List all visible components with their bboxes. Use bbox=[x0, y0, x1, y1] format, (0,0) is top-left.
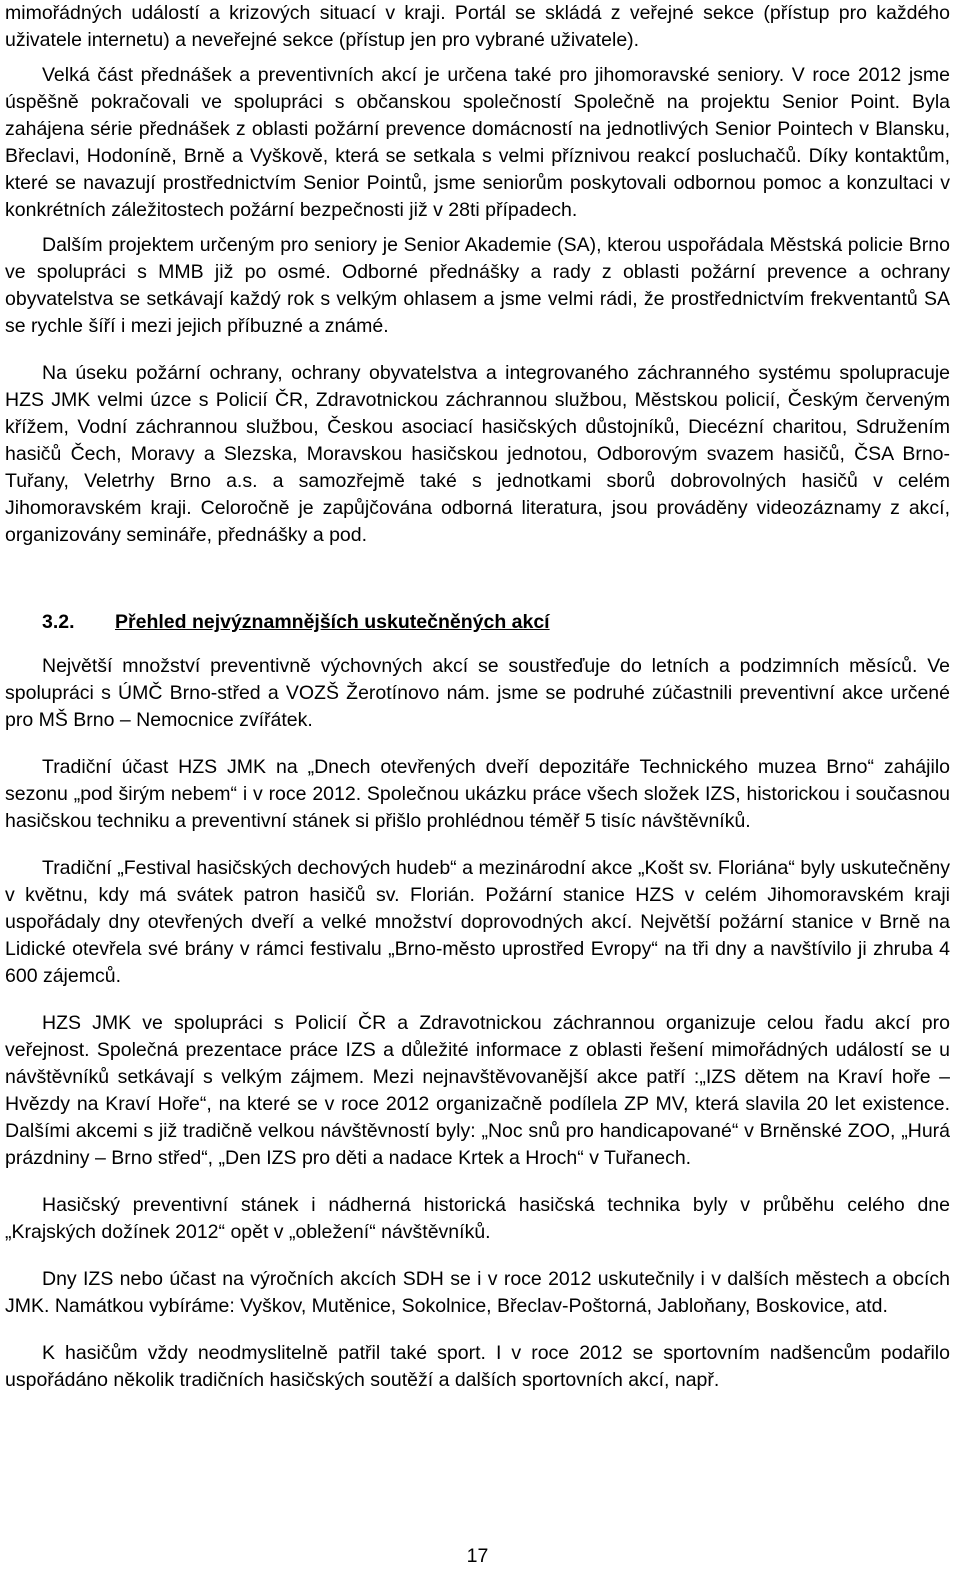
paragraph-cooperation: Na úseku požární ochrany, ochrany obyvatelstva a integrovaného záchranného systému spolupracuje HZS JMK velmi úzce s Policií ČR, Zdravotnickou záchrannou službou, Městskou policií, Českým červeným křížem, Vodní záchrannou službou, Českou asociací hasičských důstojníků, Diecézní charitou, Sdružením hasičů Čech, Moravy a Slezska, Moravskou hasičskou jednotou, Odborovým svazem hasičů, ČSA Brno-Tuřany, Veletrhy Brno a.s. a samozřejmě také s jednotkami sborů dobrovolných hasičů v celém Jihomoravském kraji. Celoročně je zapůjčována odborná literatura, jsou prováděny videozáznamy z akcí, organizovány semináře, přednášky a pod. bbox=[5, 362, 950, 546]
paragraph-seniors: Velká část přednášek a preventivních akcí je určena také pro jihomoravské seniory. V roce 2012 jsme úspěšně pokračovali ve spolupráci s občanskou společností Společně na projektu Senior Point. Byla zahájena série přednášek z oblasti požární prevence domácností na jednotlivých Senior Pointech v Blansku, Břeclavi, Hodoníně, Brně a Vyškově, která se setkala s velmi příznivou reakcí posluchačů. Díky kontaktům, které se navazují prostřednictvím Senior Pointů, jsme seniorům poskytovali odbornou pomoc a konzultaci v konkrétních záležitostech požární bezpečnosti již v 28ti případech. bbox=[5, 64, 950, 221]
paragraph-sport: K hasičům vždy neodmyslitelně patřil také sport. I v roce 2012 se sportovním nadšencům podařilo uspořádáno několik tradičních hasičských soutěží a dalších sportovních akcí, např. bbox=[5, 1342, 950, 1391]
paragraph-summer-autumn: Největší množství preventivně výchovných akcí se soustřeďuje do letních a podzimních měsíců. Ve spolupráci s ÚMČ Brno-střed a VOZŠ Žerotínovo nám. jsme se podruhé zúčastnili preventivní akce určené pro MŠ Brno – Nemocnice zvířátek. bbox=[5, 655, 950, 731]
paragraph-public-events: HZS JMK ve spolupráci s Policií ČR a Zdravotnickou záchrannou organizuje celou řadu akcí pro veřejnost. Společná prezentace práce IZS a důležité informace z oblasti řešení mimořádných událostí se u návštěvníků setkávají s velkým zájmem. Mezi nejnavštěvovanější akce patří :„IZS dětem na Kraví hoře – Hvězdy na Kraví Hoře“, na které se v roce 2012 organizačně podílela ZP MV, která slavila 20 let existence. Dalšími akcemi s již tradičně velkou návštěvností byly: „Noc snů pro handicapované“ v Brněnské ZOO, „Hurá prázdniny – Brno střed“, „Den IZS pro děti a nadace Krtek a Hroch“ v Tuřanech. bbox=[5, 1012, 950, 1169]
page-number: 17 bbox=[466, 1545, 489, 1567]
paragraph-portal-continuation: mimořádných událostí a krizových situací v kraji. Portál se skládá z veřejné sekce (přístup pro každého uživatele internetu) a neveřejné sekce (přístup jen pro vybrané uživatele). bbox=[5, 2, 950, 51]
section-title: Přehled nejvýznamnějších uskutečněných akcí bbox=[115, 611, 550, 633]
paragraph-izs-days: Dny IZS nebo účast na výročních akcích SDH se i v roce 2012 uskutečnily i v dalších městech a obcích JMK. Namátkou vybíráme: Vyškov, Mutěnice, Sokolnice, Břeclav-Poštorná, Jabloňany, Boskovice, atd. bbox=[5, 1268, 950, 1317]
paragraph-festival: Tradiční „Festival hasičských dechových hudeb“ a mezinárodní akce „Košt sv. Floriána“ byly uskutečněny v květnu, kdy má svátek patron hasičů sv. Florián. Požární stanice HZS v celém Jihomoravském kraji uspořádaly dny otevřených dveří a velké množství doprovodných akcí. Největší požární stanice v Brně na Lidické otevřela své brány v rámci festivalu „Brno-město uprostřed Evropy“ na tři dny a navštívilo ji zhruba 4 600 zájemců. bbox=[5, 857, 950, 987]
document-page bbox=[5, 0, 950, 1394]
paragraph-harvest-festival: Hasičský preventivní stánek i nádherná historická hasičská technika byly v průběhu celého dne „Krajských dožínek 2012“ opět v „obležení“ návštěvníků. bbox=[5, 1194, 950, 1243]
section-number: 3.2. bbox=[42, 611, 75, 633]
paragraph-technical-museum: Tradiční účast HZS JMK na „Dnech otevřených dveří depozitáře Technického muzea Brno“ zahájilo sezonu „pod širým nebem“ i v roce 2012. Společnou ukázku práce všech složek IZS, historickou i současnou hasičskou techniku a preventivní stánek si přišlo prohlédnou téměř 5 tisíc návštěvníků. bbox=[5, 756, 950, 832]
section-heading bbox=[5, 609, 950, 636]
paragraph-senior-academy: Dalším projektem určeným pro seniory je Senior Akademie (SA), kterou uspořádala Městská policie Brno ve spolupráci s MMB již po osmé. Odborné přednášky a rady z oblasti požární prevence a ochrany obyvatelstva se setkávají každý rok s velkým ohlasem a jsme velmi rádi, že prostřednictvím frekventantů SA se rychle šíří i mezi jejich příbuzné a známé. bbox=[5, 234, 950, 337]
